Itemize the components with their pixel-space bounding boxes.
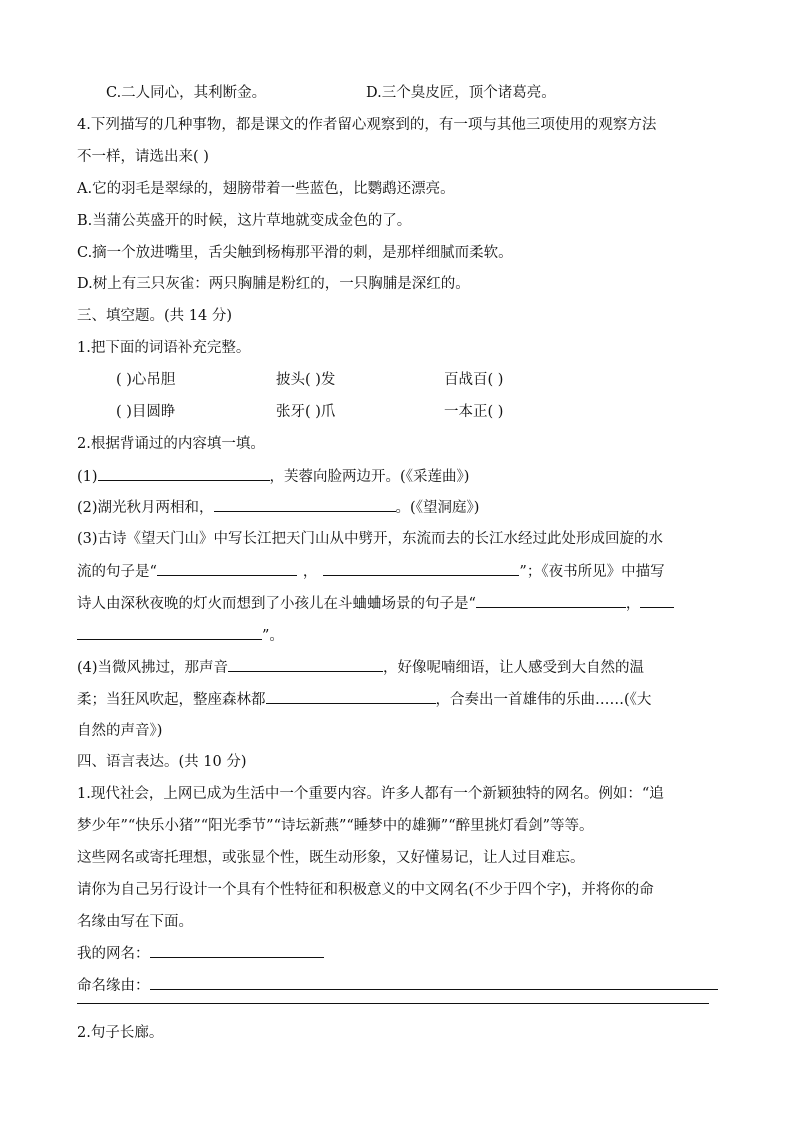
poem-item-2 xyxy=(77,497,479,518)
q3-option-d-text: D.三个臭皮匠，顶个诸葛亮。 xyxy=(366,85,556,101)
poem-item-3-line4 xyxy=(77,625,284,646)
poem-item-3-line1: (3)古诗《望天门山》中写长江把天门山从中劈开，东流而去的长江水经过此处形成回旋的水 xyxy=(77,531,664,547)
idiom-2-2: 张牙( )爪 xyxy=(276,404,336,420)
idiom-2-3: 一本正( ) xyxy=(444,404,504,420)
q4-option-a: A.它的羽毛是翠绿的，翅膀带着一些蓝色，比鹦鹉还漂亮。 xyxy=(77,181,455,197)
q3-option-d xyxy=(366,83,556,103)
poem-item-3-line4-end: ”。 xyxy=(262,628,284,644)
poem-item-4-line2-b: ，合奏出一首雄伟的乐曲……(《大 xyxy=(435,692,652,708)
section3-heading: 三、填空题。(共 14 分) xyxy=(77,308,232,324)
poem-item-3-line2-b: ， xyxy=(302,564,318,580)
section3-q1-stem: 1.把下面的词语补充完整。 xyxy=(77,340,251,356)
section4-q2: 2.句子长廊。 xyxy=(77,1025,164,1041)
idiom-1-2: 披头( )发 xyxy=(276,372,336,388)
poem-item-4-line1-a: (4)当微风拂过，那声音 xyxy=(77,660,229,676)
poem-item-3-blank-4a[interactable] xyxy=(640,593,674,608)
reason-row xyxy=(77,975,718,996)
poem-item-3-blank-1[interactable] xyxy=(157,561,297,576)
q4-stem-line1: 4.下列描写的几种事物，都是课文的作者留心观察到的，有一项与其他三项使用的观察方法 xyxy=(77,117,657,133)
poem-item-3-line3 xyxy=(77,593,674,614)
poem-item-3-blank-2[interactable] xyxy=(323,561,519,576)
q4-option-c: C.摘一个放进嘴里，舌尖触到杨梅那平滑的刺，是那样细腻而柔软。 xyxy=(77,245,513,261)
poem-item-4-line1 xyxy=(77,657,644,678)
idiom-1-1: ( )心吊胆 xyxy=(116,372,176,388)
idiom-1-3: 百战百( ) xyxy=(444,372,504,388)
poem-item-4-line2-a: 柔；当狂风吹起，整座森林都 xyxy=(77,692,266,708)
poem-item-4-line1-b: ，好像呢喃细语，让人感受到大自然的温 xyxy=(383,660,645,676)
idiom-2-1: ( )目圆睁 xyxy=(116,404,176,420)
poem-item-3-line2-a: 流的句子是“ xyxy=(77,564,157,580)
poem-item-4-blank-2[interactable] xyxy=(266,689,436,704)
net-name-label: 我的网名： xyxy=(77,946,150,962)
section4-q1-line5: 名缘由写在下面。 xyxy=(77,914,193,930)
poem-item-4-line3: 自然的声音》) xyxy=(77,723,163,739)
section4-q1-line3: 这些网名或寄托理想，或张显个性，既生动形象，又好懂易记，让人过目难忘。 xyxy=(77,850,585,866)
poem-item-3-line3-a: 诗人由深秋夜晚的灯火而想到了小孩儿在斗蛐蛐场景的句子是“ xyxy=(77,596,476,612)
section4-q1-line1: 1.现代社会，上网已成为生活中一个重要内容。许多人都有一个新颖独特的网名。例如：“追 xyxy=(77,786,664,802)
reason-blank-2[interactable] xyxy=(77,1003,709,1004)
poem-item-1 xyxy=(77,466,469,487)
poem-item-3-blank-3[interactable] xyxy=(476,593,626,608)
poem-item-3-line3-b: ， xyxy=(625,596,641,612)
poem-item-2-prefix: (2)湖光秋月两相和， xyxy=(77,500,214,516)
section4-heading: 四、语言表达。(共 10 分) xyxy=(77,754,247,770)
poem-item-2-blank[interactable] xyxy=(214,497,396,512)
net-name-row xyxy=(77,943,324,964)
q3-option-c xyxy=(106,83,266,103)
poem-item-1-prefix: (1) xyxy=(77,469,98,485)
section4-q1-line2: 梦少年”“快乐小猪”“阳光季节”“诗坛新燕”“睡梦中的雄狮”“醉里挑灯看剑”等等。 xyxy=(77,818,594,834)
q4-option-b: B.当蒲公英盛开的时候，这片草地就变成金色的了。 xyxy=(77,213,412,229)
poem-item-2-suffix: 。(《望洞庭》) xyxy=(395,500,480,516)
poem-item-1-blank[interactable] xyxy=(98,466,270,481)
poem-item-4-blank-1[interactable] xyxy=(228,657,383,672)
poem-item-3-line2 xyxy=(77,561,665,582)
poem-item-3-blank-4b[interactable] xyxy=(77,625,262,640)
reason-blank-1[interactable] xyxy=(150,975,718,990)
section3-q2-stem: 2.根据背诵过的内容填一填。 xyxy=(77,436,265,452)
reason-label: 命名缘由： xyxy=(77,978,150,994)
net-name-blank[interactable] xyxy=(150,943,324,958)
section4-q1-line4: 请你为自己另行设计一个具有个性特征和积极意义的中文网名(不少于四个字)，并将你的命 xyxy=(77,882,654,898)
q3-option-c-text: C.二人同心，其利断金。 xyxy=(106,85,267,101)
q4-option-d: D.树上有三只灰雀：两只胸脯是粉红的，一只胸脯是深红的。 xyxy=(77,276,470,292)
q4-stem-line2: 不一样，请选出来( ) xyxy=(77,149,209,165)
poem-item-4-line2 xyxy=(77,689,651,710)
poem-item-3-line2-c: ”；《夜书所见》中描写 xyxy=(519,564,665,580)
poem-item-1-suffix: ，芙蓉向脸两边开。(《采莲曲》) xyxy=(269,469,470,485)
